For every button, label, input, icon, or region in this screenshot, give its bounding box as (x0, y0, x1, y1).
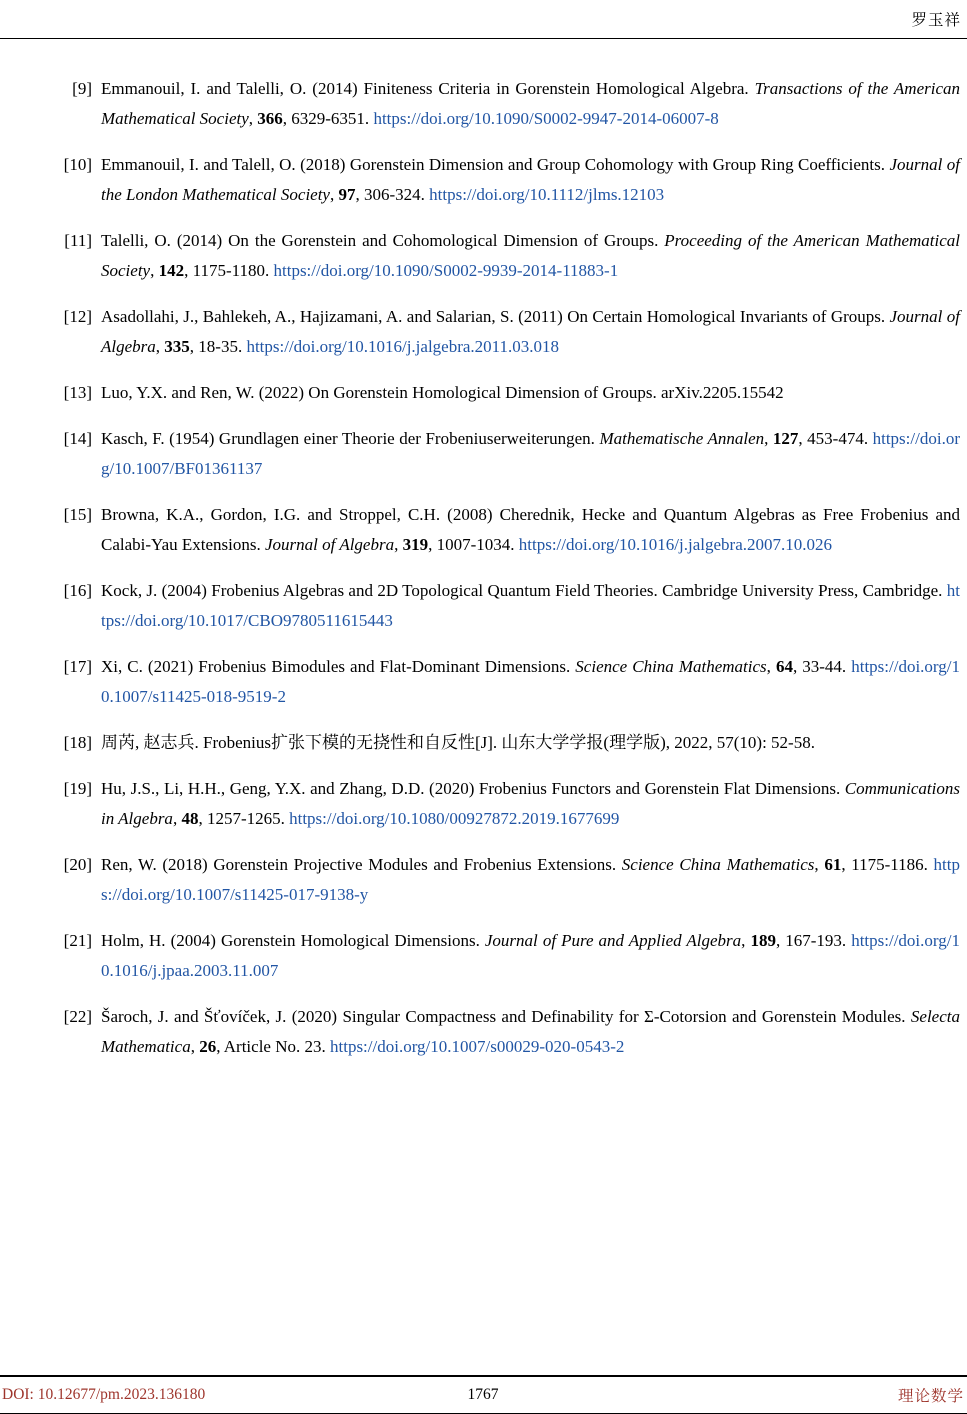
reference-number: [18] (63, 733, 92, 752)
reference-segment: Kasch, F. (1954) Grundlagen einer Theorie der Frobeniuserweiterungen. (101, 429, 600, 448)
doi-link[interactable]: https://doi.org/10.1007/s11425-017-9138-y (101, 855, 960, 904)
reference-segment: , (155, 337, 165, 356)
doi-link[interactable]: https://doi.org/10.1090/S0002-9939-2014-11883-1 (273, 261, 619, 280)
journal-title: Journal of Algebra (265, 535, 395, 554)
reference-text (101, 774, 960, 834)
doi-link[interactable]: https://doi.org/10.1016/j.jalgebra.2011.03.018 (246, 337, 560, 356)
footer-row (0, 1377, 967, 1413)
reference-segment: , (150, 261, 159, 280)
reference-segment: , (329, 185, 339, 204)
doi-link[interactable]: https://doi.org/10.1090/S0002-9947-2014-06007-8 (373, 109, 719, 128)
reference-item (0, 74, 960, 134)
reference-text (101, 500, 960, 560)
reference-item (0, 500, 960, 560)
reference-item (0, 226, 960, 286)
footer-doi: DOI: 10.12677/pm.2023.136180 (2, 1386, 206, 1403)
reference-number: [15] (63, 505, 92, 524)
reference-number: [11] (64, 231, 92, 250)
journal-title: Selecta Mathematica (101, 1007, 960, 1056)
reference-text (101, 1002, 960, 1062)
reference-segment: , (741, 931, 751, 950)
reference-segment: Hu, J.S., Li, H.H., Geng, Y.X. and Zhang, D.D. (2020) Frobenius Functors and Gorenstein Flat Dimensions. (101, 779, 845, 798)
reference-item (0, 1002, 960, 1062)
reference-item (0, 302, 960, 362)
header-author-name: 罗玉祥 (911, 12, 961, 29)
footer-journal-name: 理论数学 (897, 1388, 964, 1405)
reference-segment: , 6329-6351. (282, 109, 374, 128)
journal-title: Journal of Algebra (101, 307, 961, 356)
reference-segment: , 1175-1180. (184, 261, 274, 280)
reference-item (0, 728, 960, 758)
reference-number: [16] (63, 581, 92, 600)
reference-segment: , 1257-1265. (198, 809, 290, 828)
doi-link[interactable]: https://doi.org/10.1080/00927872.2019.1677699 (289, 809, 620, 828)
reference-segment: , 306-324. (355, 185, 430, 204)
reference-number: [14] (63, 429, 92, 448)
reference-item (0, 576, 960, 636)
reference-segment: , (766, 657, 776, 676)
reference-number: [12] (63, 307, 92, 326)
reference-segment: , (172, 809, 182, 828)
doi-link[interactable]: https://doi.org/10.1007/BF01361137 (101, 429, 960, 478)
volume-number: 64 (775, 657, 793, 676)
reference-number: [13] (63, 383, 92, 402)
reference-segment: , (764, 429, 773, 448)
reference-segment: Emmanouil, I. and Talelli, O. (2014) Finiteness Criteria in Gorenstein Homological Algebra. (101, 79, 755, 98)
reference-list (0, 74, 960, 1078)
reference-item (0, 652, 960, 712)
reference-segment: , 33-44. (792, 657, 852, 676)
reference-segment: , 167-193. (775, 931, 852, 950)
doi-link[interactable]: https://doi.org/10.1016/j.jalgebra.2007.10.026 (518, 535, 832, 554)
reference-number: [19] (63, 779, 92, 798)
reference-segment: , (394, 535, 403, 554)
volume-number: 335 (164, 337, 190, 356)
page-number: 1767 (467, 1386, 499, 1403)
reference-text (101, 424, 960, 484)
journal-title: Journal of the London Mathematical Society (101, 155, 961, 204)
header-rule (0, 38, 967, 39)
reference-text (101, 652, 960, 712)
reference-segment: Asadollahi, J., Bahlekeh, A., Hajizamani, A. and Salarian, S. (2011) On Certain Homological Invariants of Groups. (101, 307, 890, 326)
journal-title: Communications in Algebra (101, 779, 960, 828)
page-footer (0, 1375, 967, 1414)
reference-text (101, 378, 960, 408)
reference-item (0, 926, 960, 986)
reference-number: [17] (63, 657, 92, 676)
volume-number: 61 (824, 855, 842, 874)
reference-segment: Šaroch, J. and Šťovíček, J. (2020) Singular Compactness and Definability for Σ-Cotorsion and Gorenstein Modules. (101, 1007, 911, 1026)
reference-segment: Emmanouil, I. and Talell, O. (2018) Gorenstein Dimension and Group Cohomology with Group Ring Coefficients. (101, 155, 890, 174)
volume-number: 127 (772, 429, 799, 448)
journal-title: Transactions of the American Mathematical Society (101, 79, 960, 128)
doi-link[interactable]: https://doi.org/10.1016/j.jpaa.2003.11.007 (101, 931, 960, 980)
reference-segment: Talelli, O. (2014) On the Gorenstein and Cohomological Dimension of Groups. (101, 231, 665, 250)
reference-item (0, 850, 960, 910)
reference-text (101, 226, 960, 286)
volume-number: 142 (158, 261, 185, 280)
reference-segment: , (190, 1037, 200, 1056)
reference-segment: , 18-35. (189, 337, 247, 356)
reference-segment: , 1175-1186. (841, 855, 934, 874)
reference-text (101, 302, 960, 362)
page-header (0, 0, 967, 39)
reference-text (101, 576, 960, 636)
reference-segment: Xi, C. (2021) Frobenius Bimodules and Flat-Dominant Dimensions. (101, 657, 576, 676)
volume-number: 189 (750, 931, 776, 950)
doi-link[interactable]: https://doi.org/10.1007/s00029-020-0543-2 (330, 1037, 625, 1056)
reference-segment: , (814, 855, 825, 874)
reference-text (101, 74, 960, 134)
reference-segment: Browna, K.A., Gordon, I.G. and Stroppel, C.H. (2008) Cherednik, Hecke and Quantum Algebras as Free Frobenius and Calabi-Yau Extensions. (101, 505, 960, 554)
journal-title: Science China Mathematics (575, 657, 767, 676)
reference-item (0, 150, 960, 210)
reference-segment: Ren, W. (2018) Gorenstein Projective Modules and Frobenius Extensions. (101, 855, 622, 874)
reference-text (101, 926, 960, 986)
volume-number: 48 (181, 809, 199, 828)
reference-text (101, 150, 960, 210)
doi-link[interactable]: https://doi.org/10.1007/s11425-018-9519-2 (101, 657, 961, 706)
reference-segment: , Article No. 23. (216, 1037, 330, 1056)
reference-item (0, 774, 960, 834)
volume-number: 366 (257, 109, 283, 128)
doi-link[interactable]: https://doi.org/10.1112/jlms.12103 (429, 185, 665, 204)
journal-title: Journal of Pure and Applied Algebra (484, 931, 742, 950)
reference-segment: 周芮, 赵志兵. Frobenius扩张下模的无挠性和自反性[J]. 山东大学学报(理学版), 2022, 57(10): 52-58. (101, 733, 815, 752)
reference-segment: , 1007-1034. (428, 535, 519, 554)
reference-number: [21] (63, 931, 92, 950)
doi-link[interactable]: https://doi.org/10.1017/CBO9780511615443 (101, 581, 960, 630)
journal-title: Proceeding of the American Mathematical Society (101, 231, 960, 280)
reference-number: [9] (72, 79, 92, 98)
reference-text (101, 850, 960, 910)
reference-number: [22] (63, 1007, 92, 1026)
reference-item (0, 378, 960, 408)
reference-segment: Kock, J. (2004) Frobenius Algebras and 2D Topological Quantum Field Theories. Cambridge University Press, Cambridge. (101, 581, 947, 600)
reference-segment: Holm, H. (2004) Gorenstein Homological Dimensions. (101, 931, 485, 950)
reference-segment: , (248, 109, 258, 128)
reference-number: [10] (63, 155, 92, 174)
journal-title: Mathematische Annalen (599, 429, 765, 448)
reference-segment: Luo, Y.X. and Ren, W. (2022) On Gorenstein Homological Dimension of Groups. arXiv.2205.15542 (101, 383, 784, 402)
volume-number: 26 (199, 1037, 217, 1056)
journal-title: Science China Mathematics (621, 855, 815, 874)
volume-number: 319 (402, 535, 429, 554)
volume-number: 97 (338, 185, 356, 204)
reference-text (101, 728, 960, 758)
reference-segment: , 453-474. (798, 429, 873, 448)
reference-item (0, 424, 960, 484)
reference-number: [20] (63, 855, 92, 874)
